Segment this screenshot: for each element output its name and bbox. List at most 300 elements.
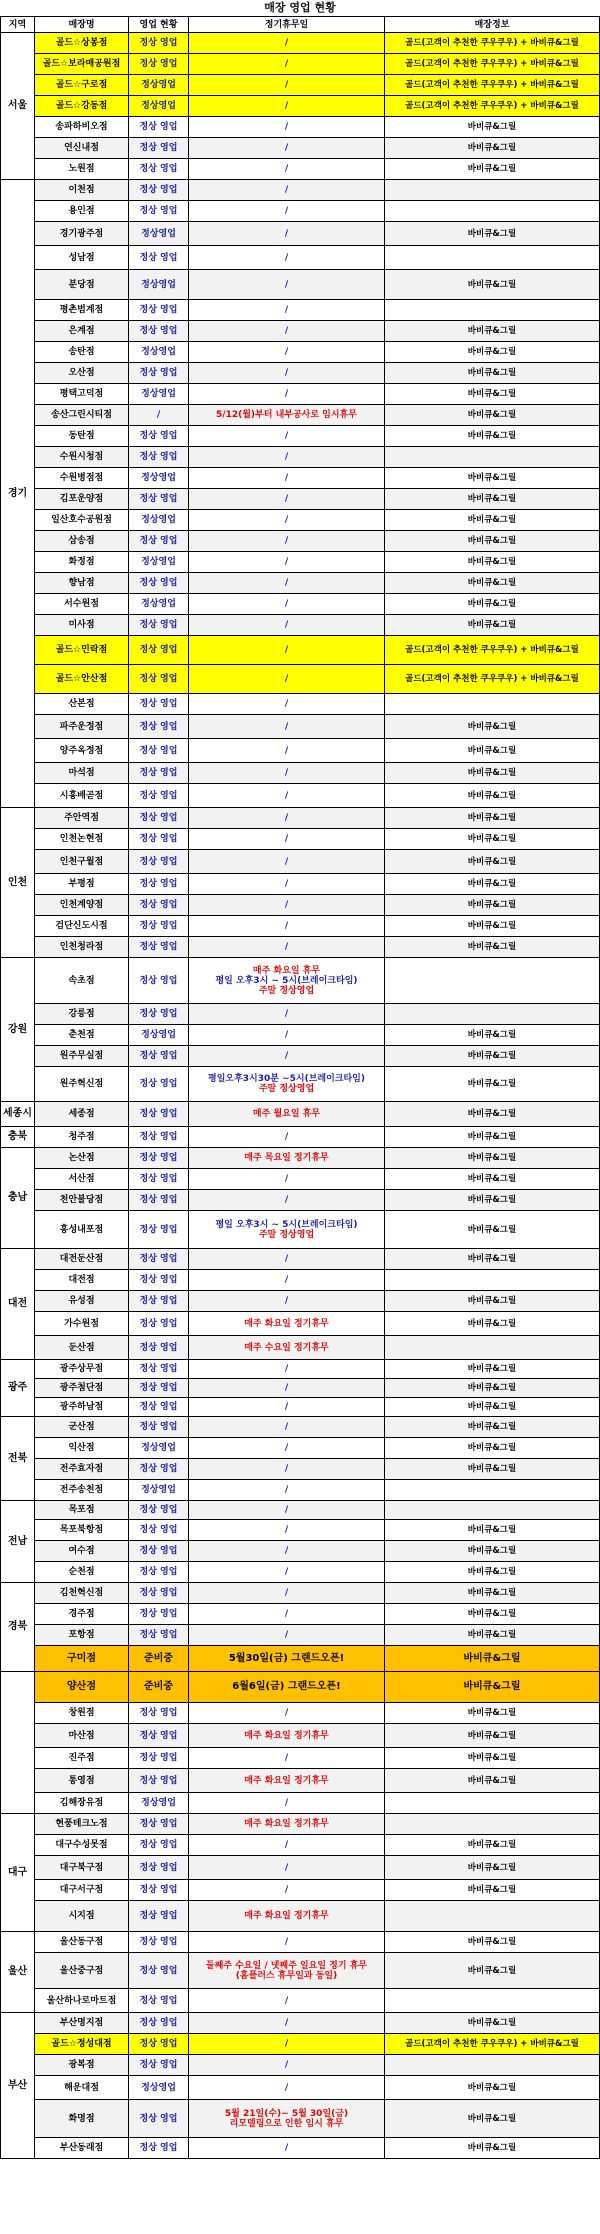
store-holiday bbox=[189, 2138, 385, 2159]
store-status: 정상 영업 bbox=[129, 1211, 189, 1249]
table-row bbox=[1, 615, 600, 636]
table-row bbox=[1, 1541, 600, 1562]
holiday-line: / bbox=[284, 515, 289, 525]
store-info: 바비큐&그릴 bbox=[385, 489, 600, 510]
holiday-line: 6월6일(금) 그랜드오픈! bbox=[232, 1681, 341, 1692]
store-info: 바비큐&그릴 bbox=[385, 552, 600, 573]
store-status: 정상영업 bbox=[129, 342, 189, 363]
table-row bbox=[1, 1901, 600, 1932]
store-info bbox=[385, 201, 600, 222]
store-info: 바비큐&그릴 bbox=[385, 159, 600, 180]
table-row bbox=[1, 715, 600, 739]
store-status: 정상영업 bbox=[129, 594, 189, 615]
store-name: 가수원점 bbox=[35, 1312, 129, 1336]
store-name: 동탄점 bbox=[35, 426, 129, 447]
store-status: 정상 영업 bbox=[129, 138, 189, 159]
table-row bbox=[1, 1932, 600, 1953]
store-status: 정상 영업 bbox=[129, 489, 189, 510]
table-row bbox=[1, 958, 600, 1004]
store-info bbox=[385, 246, 600, 270]
store-status: 정상 영업 bbox=[129, 246, 189, 270]
holiday-line: 평일 오후3시 ~ 5시(브레이크타임) bbox=[215, 1219, 358, 1230]
store-info bbox=[385, 1004, 600, 1025]
store-holiday bbox=[189, 180, 385, 201]
store-name: 송파하비오점 bbox=[35, 117, 129, 138]
holiday-line: / bbox=[284, 1525, 289, 1535]
holiday-line: 매주 화요일 정기휴무 bbox=[244, 1819, 329, 1829]
table-row bbox=[1, 1190, 600, 1211]
store-info: 바비큐&그릴 bbox=[385, 1127, 600, 1148]
holiday-line: / bbox=[284, 1132, 289, 1142]
store-holiday bbox=[189, 1004, 385, 1025]
store-status: / bbox=[129, 405, 189, 426]
holiday-line: / bbox=[284, 1464, 289, 1474]
store-status: 정상영업 bbox=[129, 468, 189, 489]
store-holiday bbox=[189, 1793, 385, 1814]
table-row bbox=[1, 447, 600, 468]
store-status: 정상 영업 bbox=[129, 1541, 189, 1562]
store-name: 연신내점 bbox=[35, 138, 129, 159]
holiday-line: 5월 21일(수)~ 5월 30일(금) bbox=[224, 2108, 349, 2119]
store-info: 바비큐&그릴 bbox=[385, 573, 600, 594]
table-row bbox=[1, 694, 600, 715]
holiday-line: 주말 정상영업 bbox=[258, 1084, 315, 1094]
store-name: 골드☆정성대점 bbox=[35, 2034, 129, 2055]
table-row bbox=[1, 1336, 600, 1360]
store-status: 정상 영업 bbox=[129, 1291, 189, 1312]
header-store: 매장명 bbox=[35, 17, 129, 33]
table-row bbox=[1, 552, 600, 573]
store-info: 바비큐&그릴 bbox=[385, 615, 600, 636]
region-cell: 광주 bbox=[1, 1360, 35, 1417]
store-info: 바비큐&그릴 bbox=[385, 594, 600, 615]
table-row bbox=[1, 739, 600, 763]
store-name: 목포점 bbox=[35, 1501, 129, 1520]
holiday-line: / bbox=[284, 745, 289, 756]
store-info: 바비큐&그릴 bbox=[385, 1417, 600, 1438]
store-status: 정상 영업 bbox=[129, 874, 189, 895]
store-holiday bbox=[189, 763, 385, 784]
store-status: 정상 영업 bbox=[129, 937, 189, 958]
store-holiday bbox=[189, 636, 385, 665]
holiday-line: / bbox=[284, 164, 289, 174]
store-holiday bbox=[189, 573, 385, 594]
holiday-line: / bbox=[284, 1995, 289, 2006]
table-row bbox=[1, 321, 600, 342]
store-holiday bbox=[189, 1379, 385, 1398]
store-name: 서산점 bbox=[35, 1169, 129, 1190]
store-name: 천안불당점 bbox=[35, 1190, 129, 1211]
store-name: 부산명지점 bbox=[35, 2013, 129, 2034]
store-info: 바비큐&그릴 bbox=[385, 1438, 600, 1459]
store-status: 정상 영업 bbox=[129, 300, 189, 321]
store-holiday bbox=[189, 117, 385, 138]
holiday-line: 리모델링으로 인한 임시 휴무 bbox=[229, 2118, 344, 2129]
table-row bbox=[1, 1249, 600, 1270]
store-name: 향남점 bbox=[35, 573, 129, 594]
store-name: 수원시청점 bbox=[35, 447, 129, 468]
holiday-line: / bbox=[284, 494, 289, 504]
store-status: 정상 영업 bbox=[129, 426, 189, 447]
store-info: 바비큐&그릴 bbox=[385, 1562, 600, 1583]
store-info: 바비큐&그릴 bbox=[385, 363, 600, 384]
table-row bbox=[1, 594, 600, 615]
store-info bbox=[385, 1814, 600, 1835]
table-row bbox=[1, 1004, 600, 1025]
holiday-line: / bbox=[284, 326, 289, 336]
store-holiday bbox=[189, 96, 385, 117]
store-holiday bbox=[189, 1880, 385, 1901]
store-name: 속초점 bbox=[35, 958, 129, 1004]
store-status: 준비중 bbox=[129, 1646, 189, 1672]
store-holiday bbox=[189, 829, 385, 850]
store-name: 인천청라점 bbox=[35, 937, 129, 958]
store-info: 바비큐&그릴 bbox=[385, 510, 600, 531]
store-holiday bbox=[189, 1169, 385, 1190]
table-row bbox=[1, 468, 600, 489]
store-status: 정상 영업 bbox=[129, 1989, 189, 2013]
holiday-line: 주말 정상영업 bbox=[258, 1229, 315, 1240]
table-row bbox=[1, 1989, 600, 2013]
store-holiday bbox=[189, 159, 385, 180]
store-status: 정상 영업 bbox=[129, 54, 189, 75]
store-name: 골드☆구로점 bbox=[35, 75, 129, 96]
store-info: 바비큐&그릴 bbox=[385, 1520, 600, 1541]
store-info: 바비큐&그릴 bbox=[385, 1190, 600, 1211]
store-status: 정상 영업 bbox=[129, 1379, 189, 1398]
store-info bbox=[385, 1270, 600, 1291]
store-info: 바비큐&그릴 bbox=[385, 1211, 600, 1249]
store-info: 골드(고객이 추천한 쿠우쿠우) + 바비큐&그릴 bbox=[385, 2034, 600, 2055]
holiday-line: / bbox=[284, 1885, 289, 1895]
store-status: 정상 영업 bbox=[129, 321, 189, 342]
holiday-line: / bbox=[284, 674, 289, 684]
holiday-line: 매주 목요일 정기휴무 bbox=[244, 1153, 329, 1163]
store-status: 정상 영업 bbox=[129, 1901, 189, 1932]
store-holiday bbox=[189, 1417, 385, 1438]
holiday-line: 매주 화요일 정기휴무 bbox=[244, 1911, 329, 1921]
store-info: 바비큐&그릴 bbox=[385, 1748, 600, 1769]
store-name: 세종점 bbox=[35, 1102, 129, 1127]
table-row bbox=[1, 784, 600, 808]
store-name: 진주점 bbox=[35, 1748, 129, 1769]
table-row bbox=[1, 2055, 600, 2076]
store-holiday bbox=[189, 1769, 385, 1793]
holiday-line: / bbox=[284, 1422, 289, 1432]
store-holiday bbox=[189, 715, 385, 739]
table-row bbox=[1, 246, 600, 270]
store-name: 골드☆안산점 bbox=[35, 665, 129, 694]
holiday-line: 매주 월요일 휴무 bbox=[252, 1109, 321, 1119]
store-status: 정상 영업 bbox=[129, 1190, 189, 1211]
holiday-line: / bbox=[284, 2018, 289, 2028]
store-name: 강릉점 bbox=[35, 1004, 129, 1025]
holiday-line: / bbox=[284, 834, 289, 844]
store-status: 정상 영업 bbox=[129, 1880, 189, 1901]
store-name: 미사점 bbox=[35, 615, 129, 636]
store-holiday bbox=[189, 33, 385, 54]
store-info: 바비큐&그릴 bbox=[385, 1398, 600, 1417]
store-name: 논산점 bbox=[35, 1148, 129, 1169]
table-row bbox=[1, 489, 600, 510]
table-row bbox=[1, 1398, 600, 1417]
holiday-line: / bbox=[284, 252, 289, 263]
holiday-line: / bbox=[284, 1174, 289, 1184]
store-holiday bbox=[189, 489, 385, 510]
store-info: 바비큐&그릴 bbox=[385, 1724, 600, 1748]
store-holiday bbox=[189, 1211, 385, 1249]
store-info: 바비큐&그릴 bbox=[385, 937, 600, 958]
store-info: 골드(고객이 추천한 쿠우쿠우) + 바비큐&그릴 bbox=[385, 33, 600, 54]
table-row bbox=[1, 138, 600, 159]
store-info: 바비큐&그릴 bbox=[385, 1672, 600, 1703]
holiday-line: / bbox=[284, 1485, 289, 1495]
table-row bbox=[1, 1025, 600, 1046]
store-status: 정상 영업 bbox=[129, 916, 189, 937]
table-row bbox=[1, 426, 600, 447]
holiday-line: / bbox=[284, 942, 289, 952]
region-cell: 울산 bbox=[1, 1932, 35, 2013]
header-holiday: 정기휴무일 bbox=[189, 17, 385, 33]
table-row bbox=[1, 2138, 600, 2159]
store-holiday bbox=[189, 222, 385, 246]
table-row bbox=[1, 1672, 600, 1703]
store-holiday bbox=[189, 1291, 385, 1312]
store-name: 익산점 bbox=[35, 1438, 129, 1459]
store-status: 정상 영업 bbox=[129, 1583, 189, 1604]
store-info: 바비큐&그릴 bbox=[385, 342, 600, 363]
store-holiday bbox=[189, 1270, 385, 1291]
store-name: 수원병점점 bbox=[35, 468, 129, 489]
holiday-line: / bbox=[284, 368, 289, 378]
store-name: 마산점 bbox=[35, 1724, 129, 1748]
store-status: 정상 영업 bbox=[129, 1724, 189, 1748]
store-status: 정상영업 bbox=[129, 552, 189, 573]
store-info: 골드(고객이 추천한 쿠우쿠우) + 바비큐&그릴 bbox=[385, 96, 600, 117]
store-status: 정상 영업 bbox=[129, 1148, 189, 1169]
store-status: 정상 영업 bbox=[129, 1953, 189, 1989]
store-info: 바비큐&그릴 bbox=[385, 405, 600, 426]
store-info: 바비큐&그릴 bbox=[385, 850, 600, 874]
store-info: 바비큐&그릴 bbox=[385, 2138, 600, 2159]
holiday-line: / bbox=[284, 721, 289, 732]
store-holiday bbox=[189, 1360, 385, 1379]
store-name: 홍성내포점 bbox=[35, 1211, 129, 1249]
store-info bbox=[385, 1501, 600, 1520]
store-holiday bbox=[189, 1646, 385, 1672]
store-name: 주안역점 bbox=[35, 808, 129, 829]
store-name: 군산점 bbox=[35, 1417, 129, 1438]
store-holiday bbox=[189, 342, 385, 363]
store-holiday bbox=[189, 594, 385, 615]
store-holiday bbox=[189, 246, 385, 270]
store-status: 정상 영업 bbox=[129, 1769, 189, 1793]
table-row bbox=[1, 874, 600, 895]
store-holiday bbox=[189, 895, 385, 916]
store-name: 양산점 bbox=[35, 1672, 129, 1703]
holiday-line: 5/12(월)부터 내부공사로 임시휴무 bbox=[216, 410, 357, 420]
holiday-line: / bbox=[284, 578, 289, 588]
store-status: 정상 영업 bbox=[129, 1562, 189, 1583]
store-status: 정상 영업 bbox=[129, 1127, 189, 1148]
store-name: 경주점 bbox=[35, 1604, 129, 1625]
store-status: 정상 영업 bbox=[129, 763, 189, 784]
store-info: 바비큐&그릴 bbox=[385, 808, 600, 829]
store-name: 현풍테크노점 bbox=[35, 1814, 129, 1835]
store-status: 정상영업 bbox=[129, 270, 189, 300]
store-info: 바비큐&그릴 bbox=[385, 117, 600, 138]
store-info: 바비큐&그릴 bbox=[385, 2076, 600, 2100]
table-row bbox=[1, 1604, 600, 1625]
table-row bbox=[1, 180, 600, 201]
region-cell: 대전 bbox=[1, 1249, 35, 1360]
store-info: 바비큐&그릴 bbox=[385, 739, 600, 763]
holiday-line: / bbox=[284, 80, 289, 90]
store-holiday bbox=[189, 2055, 385, 2076]
store-status: 정상 영업 bbox=[129, 850, 189, 874]
store-status: 정상 영업 bbox=[129, 1835, 189, 1856]
store-name: 오산점 bbox=[35, 363, 129, 384]
holiday-line: / bbox=[284, 856, 289, 867]
store-status: 정상 영업 bbox=[129, 1703, 189, 1724]
store-status: 정상 영업 bbox=[129, 573, 189, 594]
table-row bbox=[1, 96, 600, 117]
holiday-line: / bbox=[284, 1383, 289, 1393]
store-name: 경기광주점 bbox=[35, 222, 129, 246]
holiday-line: 매주 수요일 정기휴무 bbox=[244, 1342, 329, 1353]
store-name: 목포북항점 bbox=[35, 1520, 129, 1541]
store-holiday bbox=[189, 75, 385, 96]
store-name: 전주효자점 bbox=[35, 1459, 129, 1480]
region-cell: 대구 bbox=[1, 1814, 35, 1932]
holiday-line: / bbox=[284, 2039, 289, 2049]
store-info: 바비큐&그릴 bbox=[385, 1291, 600, 1312]
store-holiday bbox=[189, 531, 385, 552]
store-holiday bbox=[189, 468, 385, 489]
table-row bbox=[1, 1625, 600, 1646]
table-row bbox=[1, 895, 600, 916]
table-row bbox=[1, 2013, 600, 2034]
store-info: 바비큐&그릴 bbox=[385, 1169, 600, 1190]
store-holiday bbox=[189, 874, 385, 895]
table-row bbox=[1, 1953, 600, 1989]
table-row bbox=[1, 1520, 600, 1541]
store-info: 골드(고객이 추천한 쿠우쿠우) + 바비큐&그릴 bbox=[385, 54, 600, 75]
store-status: 정상 영업 bbox=[129, 958, 189, 1004]
store-status: 정상 영업 bbox=[129, 715, 189, 739]
holiday-line: 평일오후3시30분 ~5시(브레이크타임) bbox=[208, 1074, 365, 1084]
store-name: 통영점 bbox=[35, 1769, 129, 1793]
store-info: 바비큐&그릴 bbox=[385, 715, 600, 739]
store-name: 산본점 bbox=[35, 694, 129, 715]
holiday-line: / bbox=[284, 1567, 289, 1577]
holiday-line: / bbox=[284, 645, 289, 655]
holiday-line: 매주 화요일 정기휴무 bbox=[244, 1775, 329, 1786]
store-status: 준비중 bbox=[129, 1672, 189, 1703]
store-info: 바비큐&그릴 bbox=[385, 1953, 600, 1989]
store-name: 대전점 bbox=[35, 1270, 129, 1291]
table-row bbox=[1, 573, 600, 594]
holiday-line: / bbox=[284, 473, 289, 483]
table-row bbox=[1, 916, 600, 937]
holiday-line: / bbox=[284, 389, 289, 399]
store-info: 바비큐&그릴 bbox=[385, 1646, 600, 1672]
store-name: 광주상무점 bbox=[35, 1360, 129, 1379]
store-holiday bbox=[189, 1127, 385, 1148]
holiday-line: / bbox=[284, 1753, 289, 1763]
store-info: 바비큐&그릴 bbox=[385, 1604, 600, 1625]
holiday-line: 매주 화요일 휴무 bbox=[252, 965, 321, 976]
holiday-line: / bbox=[284, 1030, 289, 1040]
table-row bbox=[1, 665, 600, 694]
store-name: 여수점 bbox=[35, 1541, 129, 1562]
store-info: 바비큐&그릴 bbox=[385, 784, 600, 808]
holiday-line: / bbox=[284, 1630, 289, 1640]
table-row bbox=[1, 1438, 600, 1459]
store-status: 정상 영업 bbox=[129, 1459, 189, 1480]
holiday-line: / bbox=[284, 1862, 289, 1873]
holiday-line: / bbox=[284, 1609, 289, 1619]
store-status: 정상 영업 bbox=[129, 2138, 189, 2159]
store-name: 파주운정점 bbox=[35, 715, 129, 739]
holiday-line: / bbox=[284, 1588, 289, 1598]
table-row bbox=[1, 636, 600, 665]
store-name: 김포운양점 bbox=[35, 489, 129, 510]
store-holiday bbox=[189, 1312, 385, 1336]
store-status: 정상 영업 bbox=[129, 1270, 189, 1291]
store-holiday bbox=[189, 321, 385, 342]
store-info: 바비큐&그릴 bbox=[385, 1046, 600, 1067]
store-info: 바비큐&그릴 bbox=[385, 829, 600, 850]
store-status: 정상영업 bbox=[129, 1480, 189, 1501]
region-cell: 강원 bbox=[1, 958, 35, 1102]
store-info: 바비큐&그릴 bbox=[385, 321, 600, 342]
store-status: 정상 영업 bbox=[129, 1004, 189, 1025]
store-holiday bbox=[189, 958, 385, 1004]
table-row bbox=[1, 117, 600, 138]
store-info: 골드(고객이 추천한 쿠우쿠우) + 바비큐&그릴 bbox=[385, 75, 600, 96]
store-status: 정상 영업 bbox=[129, 1312, 189, 1336]
page-title: 매장 영업 현황 bbox=[264, 1, 336, 14]
store-name: 유성점 bbox=[35, 1291, 129, 1312]
table-row bbox=[1, 763, 600, 784]
holiday-line: / bbox=[284, 1009, 289, 1019]
store-table bbox=[0, 16, 600, 2159]
holiday-line: / bbox=[284, 122, 289, 132]
holiday-line: / bbox=[284, 1708, 289, 1718]
store-info: 바비큐&그릴 bbox=[385, 222, 600, 246]
store-status: 정상 영업 bbox=[129, 808, 189, 829]
store-status: 정상 영업 bbox=[129, 159, 189, 180]
store-holiday bbox=[189, 808, 385, 829]
table-row bbox=[1, 2100, 600, 2138]
store-name: 송산그린시티점 bbox=[35, 405, 129, 426]
store-holiday bbox=[189, 1398, 385, 1417]
store-holiday bbox=[189, 552, 385, 573]
store-holiday bbox=[189, 1480, 385, 1501]
table-row bbox=[1, 1835, 600, 1856]
store-status: 정상 영업 bbox=[129, 1748, 189, 1769]
store-status: 정상영업 bbox=[129, 1793, 189, 1814]
store-name: 부평점 bbox=[35, 874, 129, 895]
store-info: 바비큐&그릴 bbox=[385, 426, 600, 447]
store-info bbox=[385, 694, 600, 715]
store-name: 대전둔산점 bbox=[35, 1249, 129, 1270]
store-name: 창원점 bbox=[35, 1703, 129, 1724]
holiday-line: / bbox=[284, 305, 289, 315]
holiday-line: / bbox=[284, 185, 289, 195]
store-status: 정상 영업 bbox=[129, 895, 189, 916]
